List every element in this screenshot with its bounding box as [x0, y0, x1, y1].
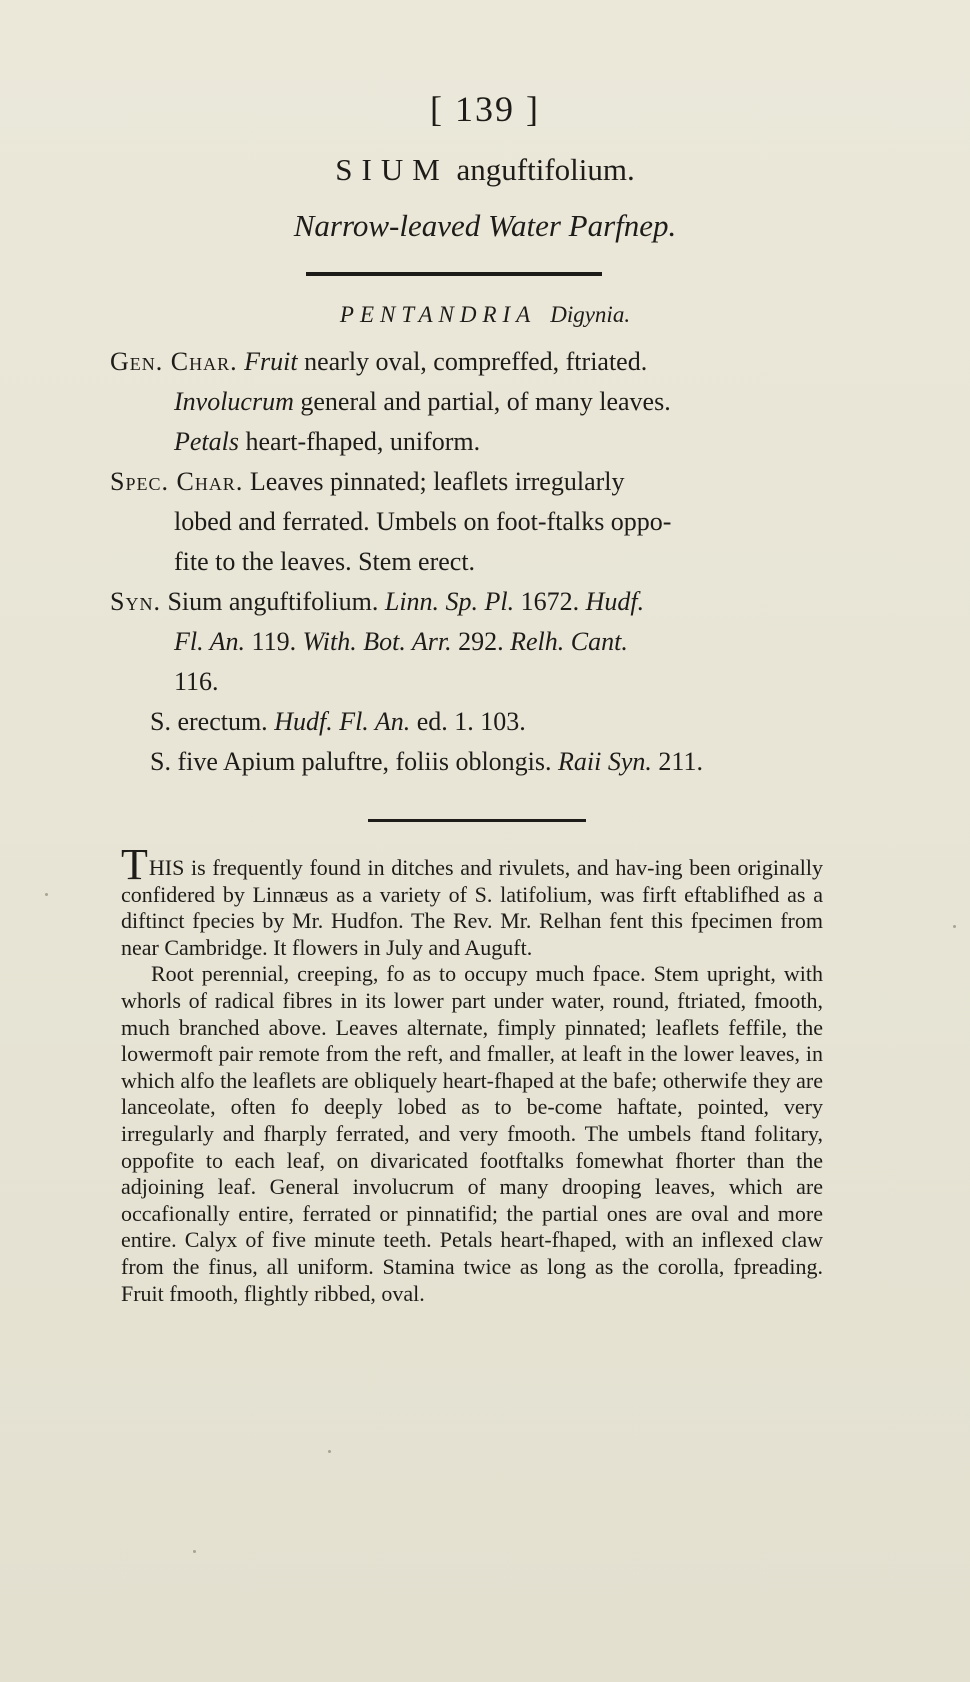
- syn-ref: Hudf. Fl. An.: [274, 707, 411, 736]
- syn-ref: Hudf.: [585, 587, 645, 616]
- syn-label: Syn.: [110, 587, 161, 616]
- gen-char-line-2: [110, 382, 818, 422]
- spec-char-text: fite to the leaves. Stem erect.: [174, 547, 476, 576]
- species-name: anguftifolium.: [456, 152, 635, 187]
- syn-text: ed. 1. 103.: [416, 707, 526, 736]
- gen-char-text: heart-fhaped, uniform.: [239, 427, 481, 456]
- syn-text: 292.: [458, 627, 504, 656]
- syn-text: S. five Apium paluftre, foliis oblongis.: [150, 747, 552, 776]
- gen-char-label: Gen. Char.: [110, 347, 238, 376]
- character-section: [110, 342, 818, 782]
- paper-speck: [953, 925, 956, 928]
- spec-char-line-3: [110, 542, 818, 582]
- paper-speck: [328, 1450, 331, 1453]
- syn-ref: Linn. Sp. Pl.: [384, 587, 515, 616]
- linnaean-classification: [0, 302, 970, 328]
- paragraph-text: HIS is frequently found in ditches and rivulets, and hav-ing been originally confidered by Linnæus as a variety of S. latifolium, was firft eftablifhed as a diftinct fpecies by Mr. Hudfon. The Rev. Mr. Relhan fent this fpecimen from near Cambridge. It flowers in July and Auguft.: [121, 855, 823, 960]
- spec-char-text: Leaves pinnated; leaflets irregularly: [249, 467, 625, 496]
- section-rule: [368, 819, 586, 822]
- genus-name: SIUM: [335, 152, 449, 187]
- syn-text: Sium anguftifolium.: [167, 587, 379, 616]
- spec-char-text: lobed and ferrated. Umbels on foot-ftalks oppo-: [174, 507, 672, 536]
- title-rule: [306, 272, 602, 276]
- syn-ref: Fl. An.: [174, 627, 246, 656]
- page-number: [ 139 ]: [430, 89, 540, 129]
- plant-title: [0, 152, 970, 188]
- gen-char-line-1: [110, 342, 818, 382]
- syn-line-3: [110, 662, 818, 702]
- syn-line-2: [110, 622, 818, 662]
- spec-char-line-1: [110, 462, 818, 502]
- gen-char-line-3: [110, 422, 818, 462]
- gen-char-text: nearly oval, compreffed, ftriated.: [297, 347, 648, 376]
- description-paragraph-2: Root perennial, creeping, fo as to occupy much fpace. Stem upright, with whorls of radical fibres in its lower part under water, round, ftriated, fmooth, much branched above. Leaves alternate, fimply pinnated; leaflets feffile, the lowermoft pair remote from the reft, and fmaller, at leaft in the lower leaves, in which alfo the leaflets are obliquely heart-fhaped at the bafe; otherwife they are lanceolate, often fo deeply lobed as to be-come haftate, pointed, very irregularly and fharply ferrated, and very fmooth. The umbels ftand folitary, oppofite to each leaf, on divaricated footftalks fomewhat fhorter than the adjoining leaf. General involucrum of many drooping leaves, which are occafionally entire, ferrated or pinnatifid; the partial ones are oval and more entire. Calyx of five minute teeth. Petals heart-fhaped, with an inflexed claw from the finus, all uniform. Stamina twice as long as the corolla, fpreading. Fruit fmooth, flightly ribbed, oval.: [121, 961, 823, 1306]
- syn-text: 211.: [658, 747, 703, 776]
- description: [121, 840, 823, 1307]
- syn-text: S. erectum.: [150, 707, 268, 736]
- common-name: Narrow-leaved Water Parfnep.: [293, 208, 677, 243]
- gen-char-term: Fruit: [244, 347, 298, 376]
- syn-ref: Relh. Cant.: [510, 627, 628, 656]
- syn-text: 1672.: [520, 587, 580, 616]
- syn-ref: With. Bot. Arr.: [302, 627, 452, 656]
- gen-char-term: Involucrum: [174, 387, 294, 416]
- syn-line-5: [110, 742, 818, 782]
- paper-speck: [45, 893, 48, 896]
- class-name: PENTANDRIA: [339, 302, 537, 327]
- syn-ref: Raii Syn.: [558, 747, 652, 776]
- spec-char-line-2: [110, 502, 818, 542]
- drop-cap: T: [121, 840, 148, 889]
- syn-line-4: [110, 702, 818, 742]
- gen-char-text: general and partial, of many leaves.: [293, 387, 671, 416]
- order-name: Digynia.: [550, 302, 631, 327]
- syn-text: 116.: [174, 667, 219, 696]
- gen-char-term: Petals: [174, 427, 239, 456]
- description-paragraph-1: [121, 840, 823, 961]
- syn-line-1: [110, 582, 818, 622]
- spec-char-label: Spec. Char.: [110, 467, 244, 496]
- syn-text: 119.: [251, 627, 297, 656]
- paper-speck: [193, 1550, 196, 1553]
